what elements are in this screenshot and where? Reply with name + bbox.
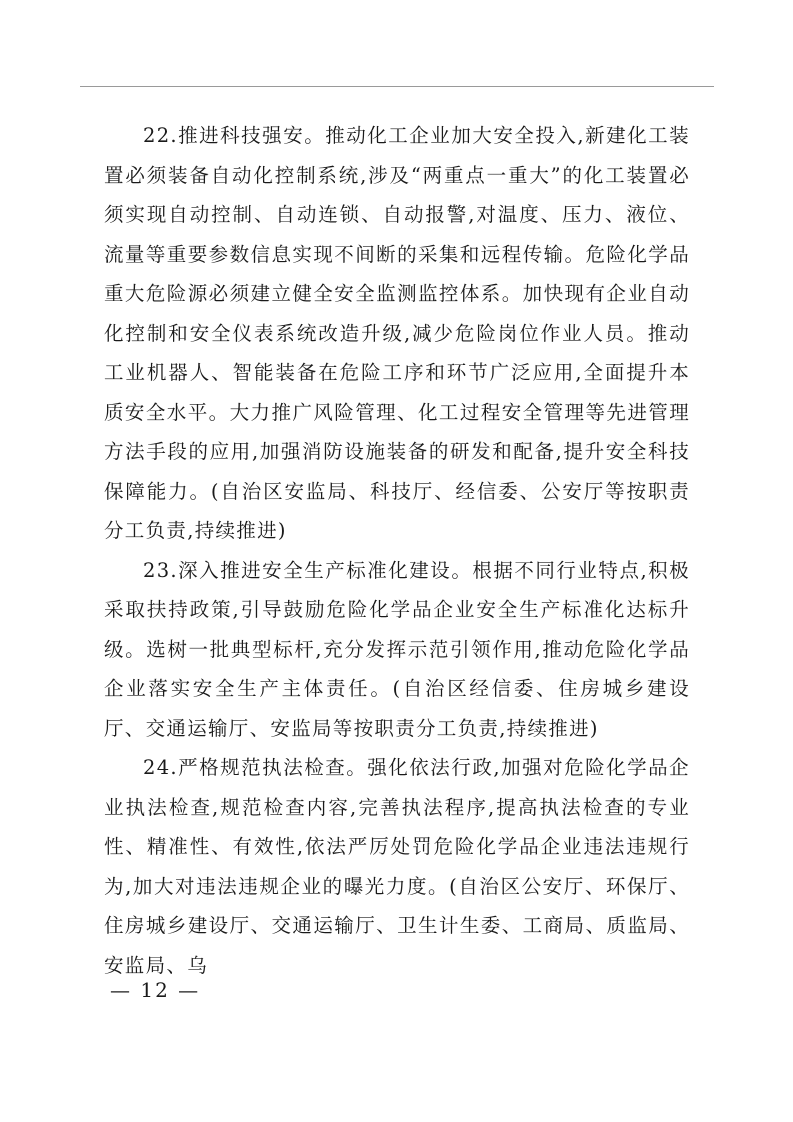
- paragraph-22: 22.推进科技强安。推动化工企业加大安全投入,新建化工装置必须装备自动化控制系统,涉及“两重点一重大”的化工装置必须实现自动控制、自动连锁、自动报警,对温度、压力、液位、流量等重要参数信息实现不间断的采集和远程传输。危险化学品重大危险源必须建立健全安全监测监控体系。加快现有企业自动化控制和安全仪表系统改造升级,减少危险岗位作业人员。推动工业机器人、智能装备在危险工序和环节广泛应用,全面提升本质安全水平。大力推广风险管理、化工过程安全管理等先进管理方法手段的应用,加强消防设施装备的研发和配备,提升安全科技保障能力。(自治区安监局、科技厅、经信委、公安厅等按职责分工负责,持续推进): [104, 124, 690, 542]
- page-number: — 12 —: [110, 978, 201, 1002]
- header-rule: [80, 86, 714, 87]
- paragraph-23: 23.深入推进安全生产标准化建设。根据不同行业特点,积极采取扶持政策,引导鼓励危险化学品企业安全生产标准化达标升级。选树一批典型标杆,充分发挥示范引领作用,推动危险化学品企业落实安全生产主体责任。(自治区经信委、住房城乡建设厅、交通运输厅、安监局等按职责分工负责,持续推进): [104, 558, 690, 740]
- document-body: [104, 116, 690, 985]
- paragraph-24: 24.严格规范执法检查。强化依法行政,加强对危险化学品企业执法检查,规范检查内容,完善执法程序,提高执法检查的专业性、精准性、有效性,依法严厉处罚危险化学品企业违法违规行为,加大对违法违规企业的曝光力度。(自治区公安厅、环保厅、住房城乡建设厅、交通运输厅、卫生计生委、工商局、质监局、安监局、乌: [104, 756, 690, 977]
